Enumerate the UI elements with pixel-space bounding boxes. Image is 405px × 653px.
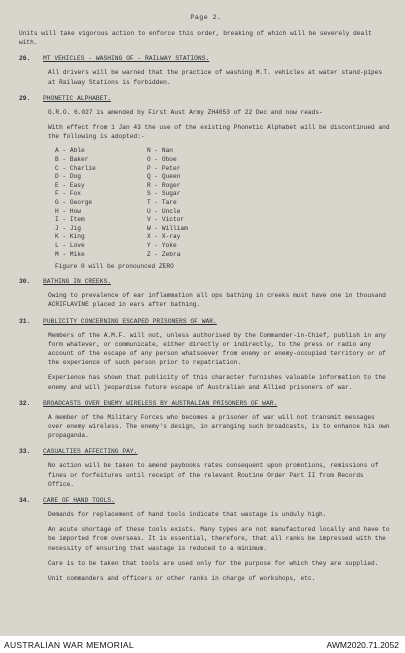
section-paragraph: Experience has shown that publicity of this character furnishes valuable information to the enemy and will jeopardise future escape of Australian and Allied prisoners of war. (48, 374, 386, 391)
alphabet-entry: K - King (55, 233, 85, 241)
section-paragraph: With effect from 1 Jan 43 the use of the existing Phonetic Alphabet will be discontinued and the following is adopted:- (48, 124, 390, 141)
alphabet-entry: A - Able (55, 147, 85, 155)
alphabet-entry: H - How (55, 207, 81, 215)
sections-container (19, 54, 393, 583)
alphabet-entry: M - Mike (55, 250, 85, 258)
alphabet-entry: Q - Queen (147, 173, 181, 181)
alphabet-entry: V - Victor (147, 216, 185, 224)
section-title: MT VEHICLES - WASHING OF - RAILWAY STATIONS. (43, 55, 210, 63)
page-number: Page 2. (190, 14, 222, 21)
section-paragraph: All drivers will be warned that the practice of washing M.T. vehicles at water stand-pipes at Railway Stations is forbidden. (48, 69, 383, 86)
archive-reference: AWM2020.71.2052 (326, 640, 399, 650)
section-title: PUBLICITY CONCERNING ESCAPED PRISONERS OF WAR. (43, 317, 217, 325)
section-paragraph: Demands for replacement of hand tools indicate that wastage is unduly high. (48, 510, 327, 518)
alphabet-entry: T - Tare (147, 198, 177, 206)
section-body (19, 510, 393, 583)
section-heading (19, 317, 393, 326)
alphabet-entry: Z - Zebra (147, 250, 181, 258)
alphabet-entry: G - George (55, 198, 93, 206)
alphabet-entry: O - Oboe (147, 156, 177, 164)
alphabet-entry: D - Dog (55, 173, 81, 181)
section-title: PHONETIC ALPHABET. (43, 94, 112, 102)
section-number: 32. (19, 399, 31, 407)
section-heading (19, 94, 393, 103)
alphabet-entry: X - X-ray (147, 233, 181, 241)
alphabet-entry: Y - Yoke (147, 241, 177, 249)
section-number: 26. (19, 55, 31, 63)
opening-paragraph: Units will take vigorous action to enforce this order, breaking of which will be severely dealt with. (19, 30, 372, 47)
alphabet-entry: U - Uncle (147, 207, 181, 215)
section-body (19, 331, 393, 392)
alphabet-entry: J - Jig (55, 224, 81, 232)
section-body (19, 413, 393, 441)
alphabet-entry: P - Peter (147, 164, 181, 172)
section-heading (19, 399, 393, 408)
alphabet-entry: S - Sugar (147, 190, 181, 198)
section-paragraph: Unit commanders and officers or other ranks in charge of workshops, etc. (48, 575, 316, 582)
section-paragraph: Members of the A.M.F. will not, unless authorised by the Commander-in-Chief, publish in any form whatever, or communicate, either directly or indirectly, to the press or radio any account of the escape of any person whatsoever from enemy or enemy-occupied territory or of the experience of such person prior to repatriation. (48, 331, 386, 367)
alphabet-entry: F - Fox (55, 190, 81, 198)
section-title: BATHING IN CREEKS. (43, 278, 112, 286)
section-paragraph: A member of the Military Forces who becomes a prisoner of war will not transmit messages over enemy wireless. The enemy's design, in arranging such broadcasts, is to enhance his own propaganda. (48, 413, 390, 440)
section-heading (19, 496, 393, 505)
zero-pronunciation-note: Figure 0 will be pronounced ZERO (55, 263, 174, 271)
section-number: 31. (19, 317, 31, 325)
section-paragraph: Owing to prevalence of ear inflammation all ops bathing in creeks must have one in thousand ACRIFLAVINE placed in ears after bathing. (48, 292, 386, 309)
alphabet-entry: R - Roger (147, 181, 181, 189)
alphabet-entry: I - Item (55, 216, 85, 224)
section-title: CASUALTIES AFFECTING PAY. (43, 448, 138, 456)
alphabet-entry: E - Easy (55, 181, 85, 189)
section-number: 29. (19, 94, 31, 102)
alphabet-entry: C - Charlie (55, 164, 96, 172)
section-body (19, 461, 393, 489)
section-body (19, 108, 393, 142)
section-number: 33. (19, 448, 31, 456)
section-heading (19, 54, 393, 63)
alphabet-entry: W - William (147, 224, 188, 232)
section-number: 34. (19, 496, 31, 504)
section-title: CARE OF HAND TOOLS. (43, 496, 115, 504)
section-paragraph: An acute shortage of these tools exists. Many types are not manufactured locally and have to be imported from overseas. It is essential, therefore, that all ranks be impressed with the necessity of ensuring that wastage is reduced to a minimum. (48, 526, 390, 552)
alphabet-entry: L - Love (55, 241, 85, 249)
section-paragraph: G.R.O. 6.027 is amended by First Aust Army ZH4053 of 22 Dec and now reads- (48, 108, 323, 116)
section-paragraph: Care is to be taken that tools are used only for the purpose for which they are supplied. (48, 559, 379, 567)
section-paragraph: No action will be taken to amend paybooks rates consequent upon promotions, remissions of fines or forfeitures until receipt of the relevant Routine Order Part II from Records Office. (48, 462, 379, 488)
section-heading (19, 277, 393, 286)
archive-name: AUSTRALIAN WAR MEMORIAL (4, 640, 134, 650)
section-title: BROADCASTS OVER ENEMY WIRELESS BY AUSTRALIAN PRISONERS OF WAR. (43, 399, 278, 407)
section-body (19, 291, 393, 309)
archive-footer (0, 636, 405, 653)
section-heading (19, 447, 393, 456)
section-body (19, 68, 393, 86)
alphabet-entry: B - Baker (55, 156, 89, 164)
alphabet-entry: N - Nan (147, 147, 173, 155)
phonetic-alphabet-table (55, 147, 393, 259)
section-number: 30. (19, 278, 31, 286)
